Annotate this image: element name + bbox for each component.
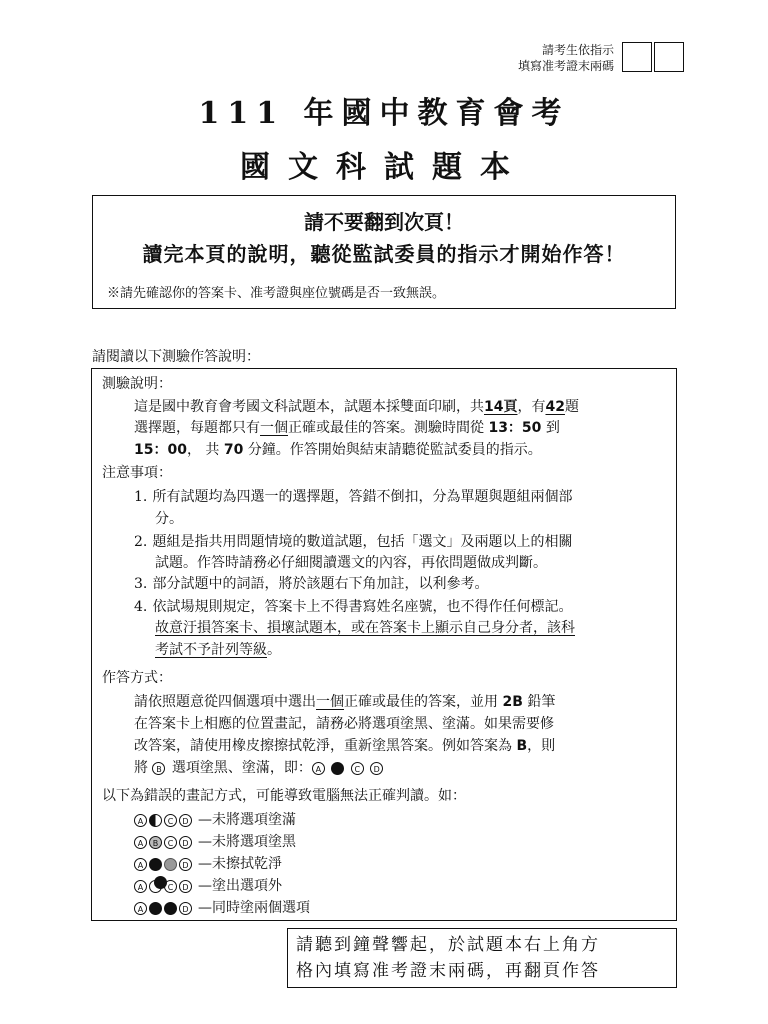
note-number: 4. bbox=[134, 599, 148, 615]
answer-line-2: 在答案卡上相應的位置畫記，請務必將選項塗黑、塗滿。如果需要修 bbox=[134, 716, 554, 732]
text: ，則 bbox=[527, 738, 556, 754]
bubble-d-icon: D bbox=[370, 762, 383, 775]
exam-digit-box-1[interactable] bbox=[622, 42, 652, 72]
answer-line-3 bbox=[134, 735, 555, 755]
text: 題 bbox=[564, 399, 579, 415]
text: 到 bbox=[545, 420, 560, 436]
start-time: 13：50 bbox=[488, 420, 542, 436]
note-2 bbox=[134, 531, 572, 551]
text: 正確或最佳的答案，並用 bbox=[344, 694, 498, 710]
note-4 bbox=[134, 596, 572, 616]
bubble-filled-icon bbox=[331, 762, 344, 775]
bubble-a-icon: A bbox=[312, 762, 325, 775]
answer-section-title: 作答方式： bbox=[102, 670, 172, 686]
exam-number-hint bbox=[518, 42, 614, 74]
bubble-d-icon: D bbox=[179, 902, 192, 915]
text: 題組是指共用問題情境的數道試題，包括「選文」及兩題以上的相關 bbox=[152, 534, 573, 550]
test-line-3 bbox=[134, 439, 542, 459]
wrong-desc: —塗出選項外 bbox=[198, 878, 282, 894]
wrong-example-1 bbox=[134, 809, 296, 829]
warning-text: 考試不予計列等級 bbox=[155, 642, 267, 658]
final-instruction-line-1: 請聽到鐘聲響起，於試題本右上角方 bbox=[296, 935, 600, 955]
bubble-c-icon: C bbox=[164, 814, 177, 827]
bubble-erased-icon bbox=[164, 858, 177, 871]
booklet-title: 國文科試題本 bbox=[240, 150, 528, 185]
note-1-cont: 分。 bbox=[155, 511, 183, 527]
wrong-example-2 bbox=[134, 831, 296, 851]
bubble-c-icon: C bbox=[351, 762, 364, 775]
note-4-cont-2 bbox=[155, 639, 281, 659]
warning-text: 故意汙損答案卡、損壞試題本，或在答案卡上顯示自己身分者，該科 bbox=[155, 620, 575, 636]
text: 這是國中教育會考國文科試題本，試題本採雙面印刷，共 bbox=[134, 399, 484, 415]
text: ，有 bbox=[517, 399, 546, 415]
text: 將 bbox=[134, 760, 148, 776]
exam-number-boxes bbox=[622, 42, 684, 72]
wrong-marks-title: 以下為錯誤的畫記方式，可能導致電腦無法正確判讀。如： bbox=[102, 788, 466, 804]
wrong-example-4 bbox=[134, 875, 282, 895]
test-line-2 bbox=[134, 417, 560, 437]
bubble-c-icon: C bbox=[164, 880, 177, 893]
wrong-example-5 bbox=[134, 897, 310, 917]
text: 鉛筆 bbox=[527, 694, 556, 710]
bubble-a-icon: A bbox=[134, 880, 147, 893]
pencil-type: 2B bbox=[502, 694, 523, 710]
wrong-desc: —未將選項塗黑 bbox=[198, 834, 296, 850]
test-section-title: 測驗說明： bbox=[102, 376, 172, 392]
bubble-grey-icon: B bbox=[149, 836, 162, 849]
text: 選項塗黑、塗滿，即： bbox=[171, 760, 312, 776]
end-time: 15：00 bbox=[134, 442, 187, 458]
bubble-b-icon: B bbox=[152, 762, 165, 775]
note-number: 1. bbox=[134, 489, 148, 505]
note-3 bbox=[134, 573, 488, 593]
bubble-a-icon: A bbox=[134, 836, 147, 849]
final-instruction-box bbox=[287, 928, 677, 988]
exam-digit-box-2[interactable] bbox=[654, 42, 684, 72]
wrong-desc: —未將選項塗滿 bbox=[198, 812, 296, 828]
answer-line-1 bbox=[134, 691, 555, 711]
bubble-d-icon: D bbox=[179, 836, 192, 849]
wrong-example-3 bbox=[134, 853, 282, 873]
notes-section-title: 注意事項： bbox=[102, 465, 172, 481]
question-count: 42 bbox=[545, 399, 565, 415]
text: ， 共 bbox=[186, 442, 220, 458]
wrong-desc: —未擦拭乾淨 bbox=[198, 856, 282, 872]
note-number: 3. bbox=[134, 576, 148, 592]
answer-letter: B bbox=[516, 738, 528, 754]
page-count: 14頁 bbox=[484, 399, 518, 415]
text: 所有試題均為四選一的選擇題，答錯不倒扣，分為單題與題組兩個部 bbox=[152, 489, 573, 505]
text: 正確或最佳的答案。測驗時間從 bbox=[288, 420, 484, 436]
text: 依試場規則規定，答案卡上不得書寫姓名座號，也不得作任何標記。 bbox=[152, 599, 573, 615]
bubble-d-icon: D bbox=[179, 858, 192, 871]
bubble-filled-icon bbox=[149, 858, 162, 871]
bubble-a-icon: A bbox=[134, 902, 147, 915]
answer-line-4 bbox=[134, 757, 385, 777]
wrong-desc: —同時塗兩個選項 bbox=[198, 900, 310, 916]
duration: 70 bbox=[223, 442, 244, 458]
text: 部分試題中的詞語，將於該題右下角加註，以利參考。 bbox=[152, 576, 489, 592]
bubble-d-icon: D bbox=[179, 814, 192, 827]
test-line-1 bbox=[134, 396, 579, 416]
note-1 bbox=[134, 486, 572, 506]
bubble-a-icon: A bbox=[134, 814, 147, 827]
bubble-overflow-icon bbox=[149, 880, 162, 893]
one-emphasis: 一個 bbox=[316, 694, 344, 710]
note-number: 2. bbox=[134, 534, 148, 550]
notice-box bbox=[92, 195, 676, 309]
text: 改答案，請使用橡皮擦擦拭乾淨，重新塗黑答案。例如答案為 bbox=[134, 738, 512, 754]
hint-line-2: 填寫准考證末兩碼 bbox=[517, 59, 614, 73]
text: 選擇題，每題都只有 bbox=[134, 420, 260, 436]
notice-line-3: ※請先確認你的答案卡、准考證與座位號碼是否一致無誤。 bbox=[107, 286, 446, 301]
one-emphasis: 一個 bbox=[260, 420, 288, 436]
notice-line-1: 請不要翻到次頁！ bbox=[304, 210, 464, 234]
note-2-cont: 試題。作答時請務必仔細閱讀選文的內容，再依問題做成判斷。 bbox=[155, 555, 547, 571]
final-instruction-line-2: 格內填寫准考證末兩碼，再翻頁作答 bbox=[296, 961, 600, 981]
bubble-c-icon: C bbox=[164, 836, 177, 849]
bubble-half-filled-icon bbox=[149, 814, 162, 827]
bubble-filled-icon bbox=[149, 902, 162, 915]
hint-line-1: 請考生依指示 bbox=[541, 43, 614, 57]
text: 。 bbox=[267, 642, 281, 658]
exam-title: 111 年國中教育會考 bbox=[198, 96, 570, 131]
bubble-filled-icon bbox=[164, 902, 177, 915]
bubble-d-icon: D bbox=[179, 880, 192, 893]
text: 請依照題意從四個選項中選出 bbox=[134, 694, 316, 710]
instructions-box bbox=[91, 368, 677, 921]
bubble-a-icon: A bbox=[134, 858, 147, 871]
text: 分鐘。作答開始與結束請聽從監試委員的指示。 bbox=[247, 442, 542, 458]
note-4-cont-1 bbox=[155, 617, 575, 637]
notice-line-2: 讀完本頁的說明，聽從監試委員的指示才開始作答！ bbox=[142, 242, 626, 266]
readme-label: 請閱讀以下測驗作答說明： bbox=[92, 349, 260, 365]
